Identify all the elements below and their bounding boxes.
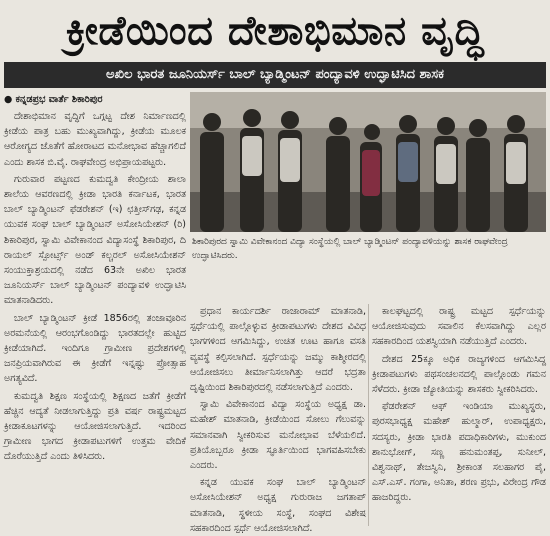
column-divider [368, 304, 369, 526]
article-column-middle [190, 304, 366, 534]
article-paragraph: ದೇಶಾಭಿಮಾನ ವೃದ್ಧಿಗೆ ಒಗ್ಗಟ್ಟ ದೇಶ ನಿರ್ಮಾಣದಲ್ಲಿ ಕ್ರೀಡೆಯ ಪಾತ್ರ ಬಹು ಮುಖ್ಯವಾಗಿದ್ದು, ಕ್ರೀಡೆಯ ಮೂಲಕ ಆರೋಗ್ಯದ ಜೊತೆಗೆ ಹೋರಾಟದ ಮನೋಭಾವ ಹೆಚ್ಚಾಗಲಿದೆ ಎಂದು ಶಾಸಕ ಬಿ.ವೈ. ರಾಘವೇಂದ್ರ ಅಭಿಪ್ರಾಯಪಟ್ಟರು. [4, 111, 186, 168]
article-paragraph: ಪ್ರಧಾನ ಕಾರ್ಯದರ್ಶಿ ರಾಜಾರಾಮ್ ಮಾತನಾಡಿ, ಸ್ಪರ್ಧೆಯಲ್ಲಿ ಪಾಲ್ಗೊಳ್ಳುವ ಕ್ರೀಡಾಪಟುಗಳು ದೇಶದ ವಿವಿಧ ಭಾಗಗಳಿಂದ ಆಗಮಿಸಿದ್ದು, ಉಚಿತ ಊಟ ಹಾಗೂ ವಸತಿ ವ್ಯವಸ್ಥೆ ಕಲ್ಪಿಸಲಾಗಿದೆ. ಸ್ಪರ್ಧೆಯನ್ನು ಜಮ್ಮು ಕಾಶ್ಮೀರದಲ್ಲಿ ಆಯೋಜಿಸಲು ತೀರ್ಮಾನಿಸಲಾಗಿತ್ತು ಆದರೆ ಭದ್ರತಾ ದೃಷ್ಟಿಯಿಂದ ಶಿಕಾರಿಪುರದಲ್ಲಿ ನಡೆಸಲಾಗುತ್ತಿದೆ ಎಂದರು. [190, 306, 366, 394]
article-paragraph: ದೇಶದ 25ಕ್ಕೂ ಅಧಿಕ ರಾಜ್ಯಗಳಿಂದ ಆಗಮಿಸಿದ್ದ ಕ್ರೀಡಾಪಟುಗಳು ಪಥಸಂಚಲನದಲ್ಲಿ ಪಾಲ್ಗೊಂಡು ಗಮನ ಸೆಳೆದರು. ಕ್ರೀಡಾ ಜ್ಯೋತಿಯನ್ನು ಶಾಸಕರು ಸ್ವೀಕರಿಸಿದರು. [372, 353, 546, 396]
article-column-left [4, 92, 186, 526]
article-paragraph: ಕನ್ನಡ ಯುವಕ ಸಂಘ ಬಾಲ್ ಬ್ಯಾಡ್ಮಿಂಟನ್ ಅಸೋಸಿಯೇಶನ್ ಅಧ್ಯಕ್ಷ ಗುರುರಾಜ ಜಗತಾಪ್ ಮಾತನಾಡಿ, ಸ್ಥಳೀಯ ಸಂಸ್ಥೆ, ಸಂಘದ ವಿಶೇಷ ಸಹಕಾರದಿಂದ ಸ್ಪರ್ಧೆ ಆಯೋಜಿಸಲಾಗಿದೆ. [190, 477, 366, 534]
article-paragraph: ಕುಮದ್ವತಿ ಶಿಕ್ಷಣ ಸಂಸ್ಥೆಯಲ್ಲಿ ಶಿಕ್ಷಣದ ಜತೆಗೆ ಕ್ರೀಡೆಗೆ ಹೆಚ್ಚಿನ ಆದ್ಯತೆ ನೀಡಲಾಗುತ್ತಿದ್ದು ಪ್ರತಿ ವರ್ಷ ರಾಷ್ಟ್ರಮಟ್ಟದ ಕ್ರೀಡಾಕೂಟಗಳನ್ನು ಆಯೋಜಿಸಲಾಗುತ್ತಿದೆ. ಇದರಿಂದ ಗ್ರಾಮೀಣ ಭಾಗದ ಕ್ರೀಡಾಪಟುಗಳಿಗೆ ಉತ್ತಮ ವೇದಿಕೆ ದೊರೆಯುತ್ತಿದೆ ಎಂದು ತಿಳಿಸಿದರು. [4, 390, 186, 463]
headline: ಕ್ರೀಡೆಯಿಂದ ದೇಶಾಭಿಮಾನ ವೃದ್ಧಿ [65, 8, 485, 54]
subheadline: ಅಖಿಲ ಭಾರತ ಜೂನಿಯರ್ಸ್ ಬಾಲ್ ಬ್ಯಾಡ್ಮಿಂಟನ್ ಪಂದ್ಯಾವಳಿ ಉದ್ಘಾಟಿಸಿದ ಶಾಸಕ [4, 62, 546, 88]
dateline: ● ಕನ್ನಡಪ್ರಭ ವಾರ್ತೆ ಶಿಕಾರಿಪುರ [4, 94, 103, 105]
photo-block [190, 92, 546, 304]
photo-caption: ಶಿಕಾರಿಪುರದ ಸ್ವಾಮಿ ವಿವೇಕಾನಂದ ವಿದ್ಯಾ ಸಂಸ್ಥೆಯಲ್ಲಿ ಬಾಲ್ ಬ್ಯಾಡ್ಮಿಂಟನ್ ಪಂದ್ಯಾವಳಿಯನ್ನು ಶಾಸಕ ರಾಘವೇಂದ್ರ ಉದ್ಘಾಟಿಸಿದರು. [192, 237, 508, 261]
article-paragraph: ಬಾಲ್ ಬ್ಯಾಡ್ಮಿಂಟನ್ ಕ್ರೀಡೆ 1856ರಲ್ಲಿ ತಂಜಾವೂರಿನ ಅರಮನೆಯಲ್ಲಿ ಆರಂಭಗೊಂಡಿದ್ದು ಭಾರತದಲ್ಲೇ ಹುಟ್ಟಿದ ಕ್ರೀಡೆಯಾಗಿದೆ. ಇಂದಿಗೂ ಗ್ರಾಮೀಣ ಪ್ರದೇಶಗಳಲ್ಲಿ ಜನಪ್ರಿಯವಾಗಿರುವ ಈ ಕ್ರೀಡೆಗೆ ಇನ್ನಷ್ಟು ಪ್ರೋತ್ಸಾಹ ಅಗತ್ಯವಿದೆ. [4, 312, 186, 385]
article-paragraph: ಗುರುವಾರ ಪಟ್ಟಣದ ಕುಮದ್ವತಿ ಕೇಂದ್ರೀಯ ಶಾಲಾ ಶಾಲೆಯ ಆವರಣದಲ್ಲಿ ಕ್ರೀಡಾ ಭಾರತಿ ಕರ್ನಾಟಕ, ಭಾರತ ಬಾಲ್ ಬ್ಯಾಡ್ಮಿಂಟನ್ ಫೆಡರೇಶನ್ (ಇ) ಛತ್ತೀಸ್‌ಗಢ, ಕನ್ನಡ ಯುವಕ ಸಂಘ ಬಾಲ್ ಬ್ಯಾಡ್ಮಿಂಟನ್ ಅಸೋಸಿಯೇಶನ್ (ರಿ) ಶಿಕಾರಿಪುರ, ಸ್ವಾಮಿ ವಿವೇಕಾನಂದ ವಿದ್ಯಾಸಂಸ್ಥೆ ಶಿಕಾರಿಪುರ, ದಿ ರಾಯಲ್ ಸ್ಪೋರ್ಟ್ಸ್ ಅಂಡ್ ಕಲ್ಚರಲ್ ಅಸೋಸಿಯೇಶನ್ ಸಂಯುಕ್ತಾಶ್ರಯದಲ್ಲಿ ನಡೆದ 63ನೇ ಅಖಿಲ ಭಾರತ ಜೂನಿಯರ್ಸ್ ಬಾಲ್ ಬ್ಯಾಡ್ಮಿಂಟನ್ ಪಂದ್ಯಾವಳಿ ಉದ್ಘಾಟಿಸಿ ಮಾತನಾಡಿದರು. [4, 173, 186, 307]
event-photo-graphic [190, 92, 546, 232]
event-photo [190, 92, 546, 232]
article-paragraph: ಫೆಡರೇಶನ್ ಆಫ್ ಇಂಡಿಯಾ ಮುಖ್ಯಸ್ಥರು, ಪುರಸಭಾಧ್ಯಕ್ಷ ಮಹೇಶ್ ಹುಲ್ಮಾರ್, ಉಪಾಧ್ಯಕ್ಷರು, ಸದಸ್ಯರು, ಕ್ರೀಡಾ ಭಾರತಿ ಪದಾಧಿಕಾರಿಗಳು, ಮುಕುಂದ ಶಾನುಭೋಗ್, ಸಣ್ಣ ಹನುಮಂತಪ್ಪ, ಸುನೀಲ್, ವಿಶ್ವನಾಥ್, ತೇಜಸ್ವಿನಿ, ಶ್ರೀಕಾಂತ ಸಲಹಾಗರ ಪೈ, ಎಸ್.ಎಸ್. ಗಂಗಾ, ಅನಿತಾ, ಶರಣ ಪ್ರಭು, ವಿರೇಂದ್ರ ಗೌಡ ಹಾಜರಿದ್ದರು. [372, 401, 546, 504]
article-column-right [372, 304, 546, 526]
article-paragraph: ಸ್ವಾಮಿ ವಿವೇಕಾನಂದ ವಿದ್ಯಾ ಸಂಸ್ಥೆಯ ಅಧ್ಯಕ್ಷ ಡಾ. ಮಹೇಶ್ ಮಾತನಾಡಿ, ಕ್ರೀಡೆಯಿಂದ ಸೋಲು ಗೆಲುವನ್ನು ಸಮಾನವಾಗಿ ಸ್ವೀಕರಿಸುವ ಮನೋಭಾವ ಬೆಳೆಯಲಿದೆ. ಪ್ರತಿಯೊಬ್ಬರೂ ಕ್ರೀಡಾ ಸ್ಫೂರ್ತಿಯಿಂದ ಭಾಗವಹಿಸಬೇಕು ಎಂದರು. [190, 399, 366, 472]
article-paragraph: ಕಾಲಘಟ್ಟದಲ್ಲಿ ರಾಷ್ಟ್ರ ಮಟ್ಟದ ಸ್ಪರ್ಧೆಯನ್ನು ಆಯೋಜಿಸುವುದು ಸವಾಲಿನ ಕೆಲಸವಾಗಿದ್ದು ಎಲ್ಲರ ಸಹಕಾರದಿಂದ ಯಶಸ್ವಿಯಾಗಿ ನಡೆಯುತ್ತಿದೆ ಎಂದರು. [372, 306, 546, 348]
